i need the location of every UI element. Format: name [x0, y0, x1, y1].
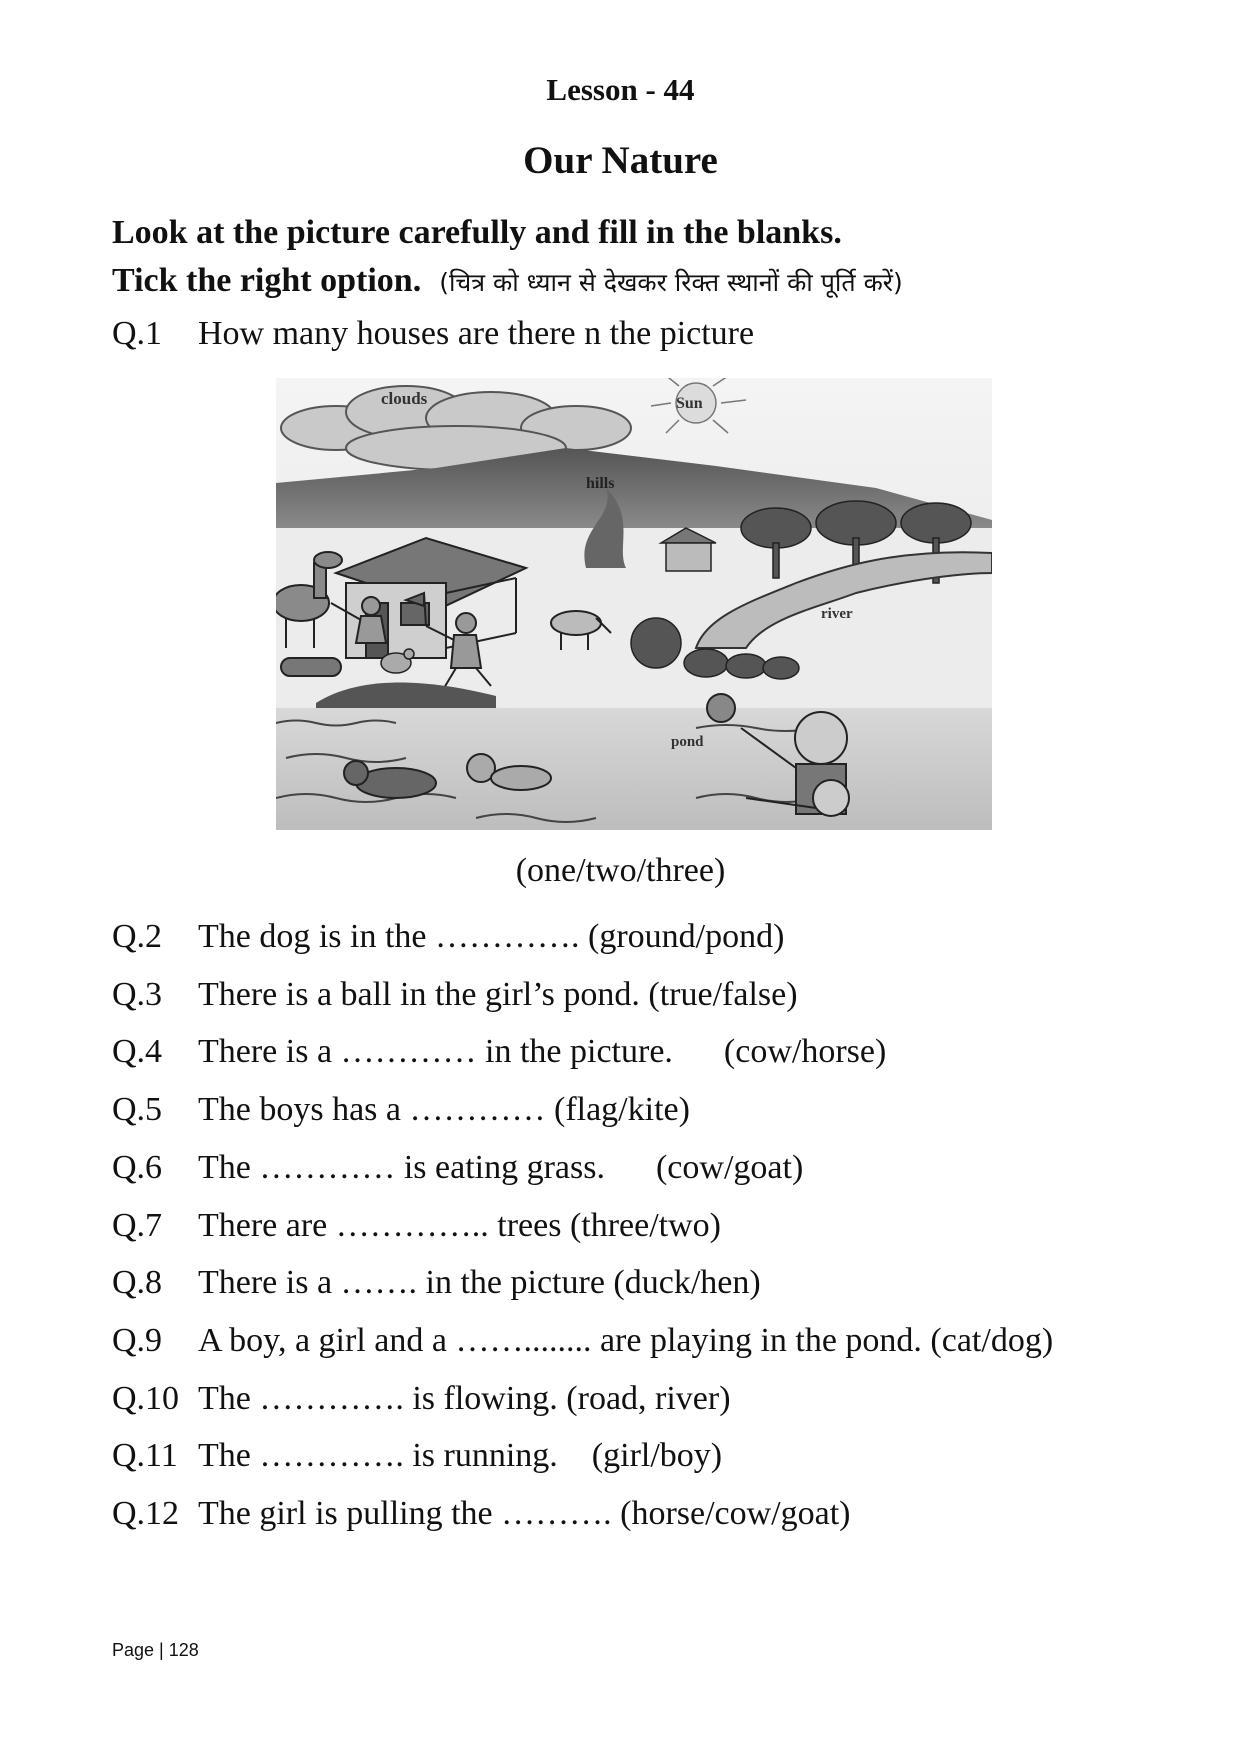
question-text: There is a ball in the girl’s pond. (true/false)	[198, 975, 798, 1013]
instruction-line-2	[112, 262, 903, 300]
sun-label: Sun	[676, 395, 703, 412]
question-text: The dog is in the …………. (ground/pond)	[198, 918, 785, 955]
question-text: How many houses are there n the picture	[198, 315, 755, 352]
question-text: The girl is pulling the ………. (horse/cow/goat)	[198, 1495, 851, 1532]
question-text: There is a ………… in the picture. (cow/horse)	[198, 1033, 887, 1071]
question-row	[112, 1264, 761, 1302]
page-title: Our Nature	[523, 139, 718, 182]
question-row	[112, 1149, 803, 1187]
question-number: Q.8	[112, 1264, 163, 1302]
instruction-text: Tick the right option.	[112, 262, 422, 299]
question-text: A boy, a girl and a ……........ are playing in the pond. (cat/dog)	[198, 1321, 1054, 1359]
question-row	[112, 976, 798, 1014]
question-text: The ………… is eating grass. (cow/goat)	[198, 1148, 804, 1186]
question-text: The boys has a ………… (flag/kite)	[198, 1091, 690, 1129]
pond-label: pond	[671, 734, 704, 750]
page-number: Page | 128	[112, 1640, 199, 1660]
question-1-options: (one/two/three)	[515, 852, 726, 889]
river-label: river	[821, 606, 853, 622]
question-text: The …………. is running. (girl/boy)	[198, 1437, 723, 1475]
question-number: Q.2	[112, 918, 163, 955]
question-text: There are ………….. trees (three/two)	[198, 1206, 721, 1244]
question-row	[112, 1380, 731, 1418]
instruction-line-1: Look at the picture carefully and fill in the blanks.	[112, 214, 842, 251]
question-1	[112, 315, 754, 353]
question-number: Q.3	[112, 975, 163, 1013]
nature-scene-illustration	[276, 378, 992, 830]
hills-label: hills	[586, 475, 615, 492]
question-number: Q.4	[112, 1033, 163, 1071]
question-text: The …………. is flowing. (road, river)	[198, 1379, 731, 1417]
question-row	[112, 1322, 1053, 1360]
question-number: Q.5	[112, 1091, 163, 1129]
question-row	[112, 1495, 851, 1533]
question-row	[112, 1437, 722, 1475]
question-number: Q.10	[112, 1379, 180, 1417]
lesson-number: Lesson - 44	[546, 72, 695, 107]
question-row	[112, 1091, 690, 1129]
question-number: Q.9	[112, 1321, 163, 1359]
question-text: There is a ……. in the picture (duck/hen)	[198, 1264, 761, 1302]
question-row	[112, 918, 784, 956]
question-row	[112, 1207, 721, 1245]
clouds-label: clouds	[381, 389, 428, 408]
question-number: Q.6	[112, 1148, 163, 1186]
question-number: Q.7	[112, 1206, 163, 1244]
question-number: Q.11	[112, 1437, 178, 1475]
question-number: Q.12	[112, 1495, 180, 1532]
hindi-instruction: (चित्र को ध्यान से देखकर रिक्त स्थानों की पूर्ति करें)	[439, 268, 903, 297]
question-number: Q.1	[112, 315, 163, 352]
question-row	[112, 1033, 886, 1071]
